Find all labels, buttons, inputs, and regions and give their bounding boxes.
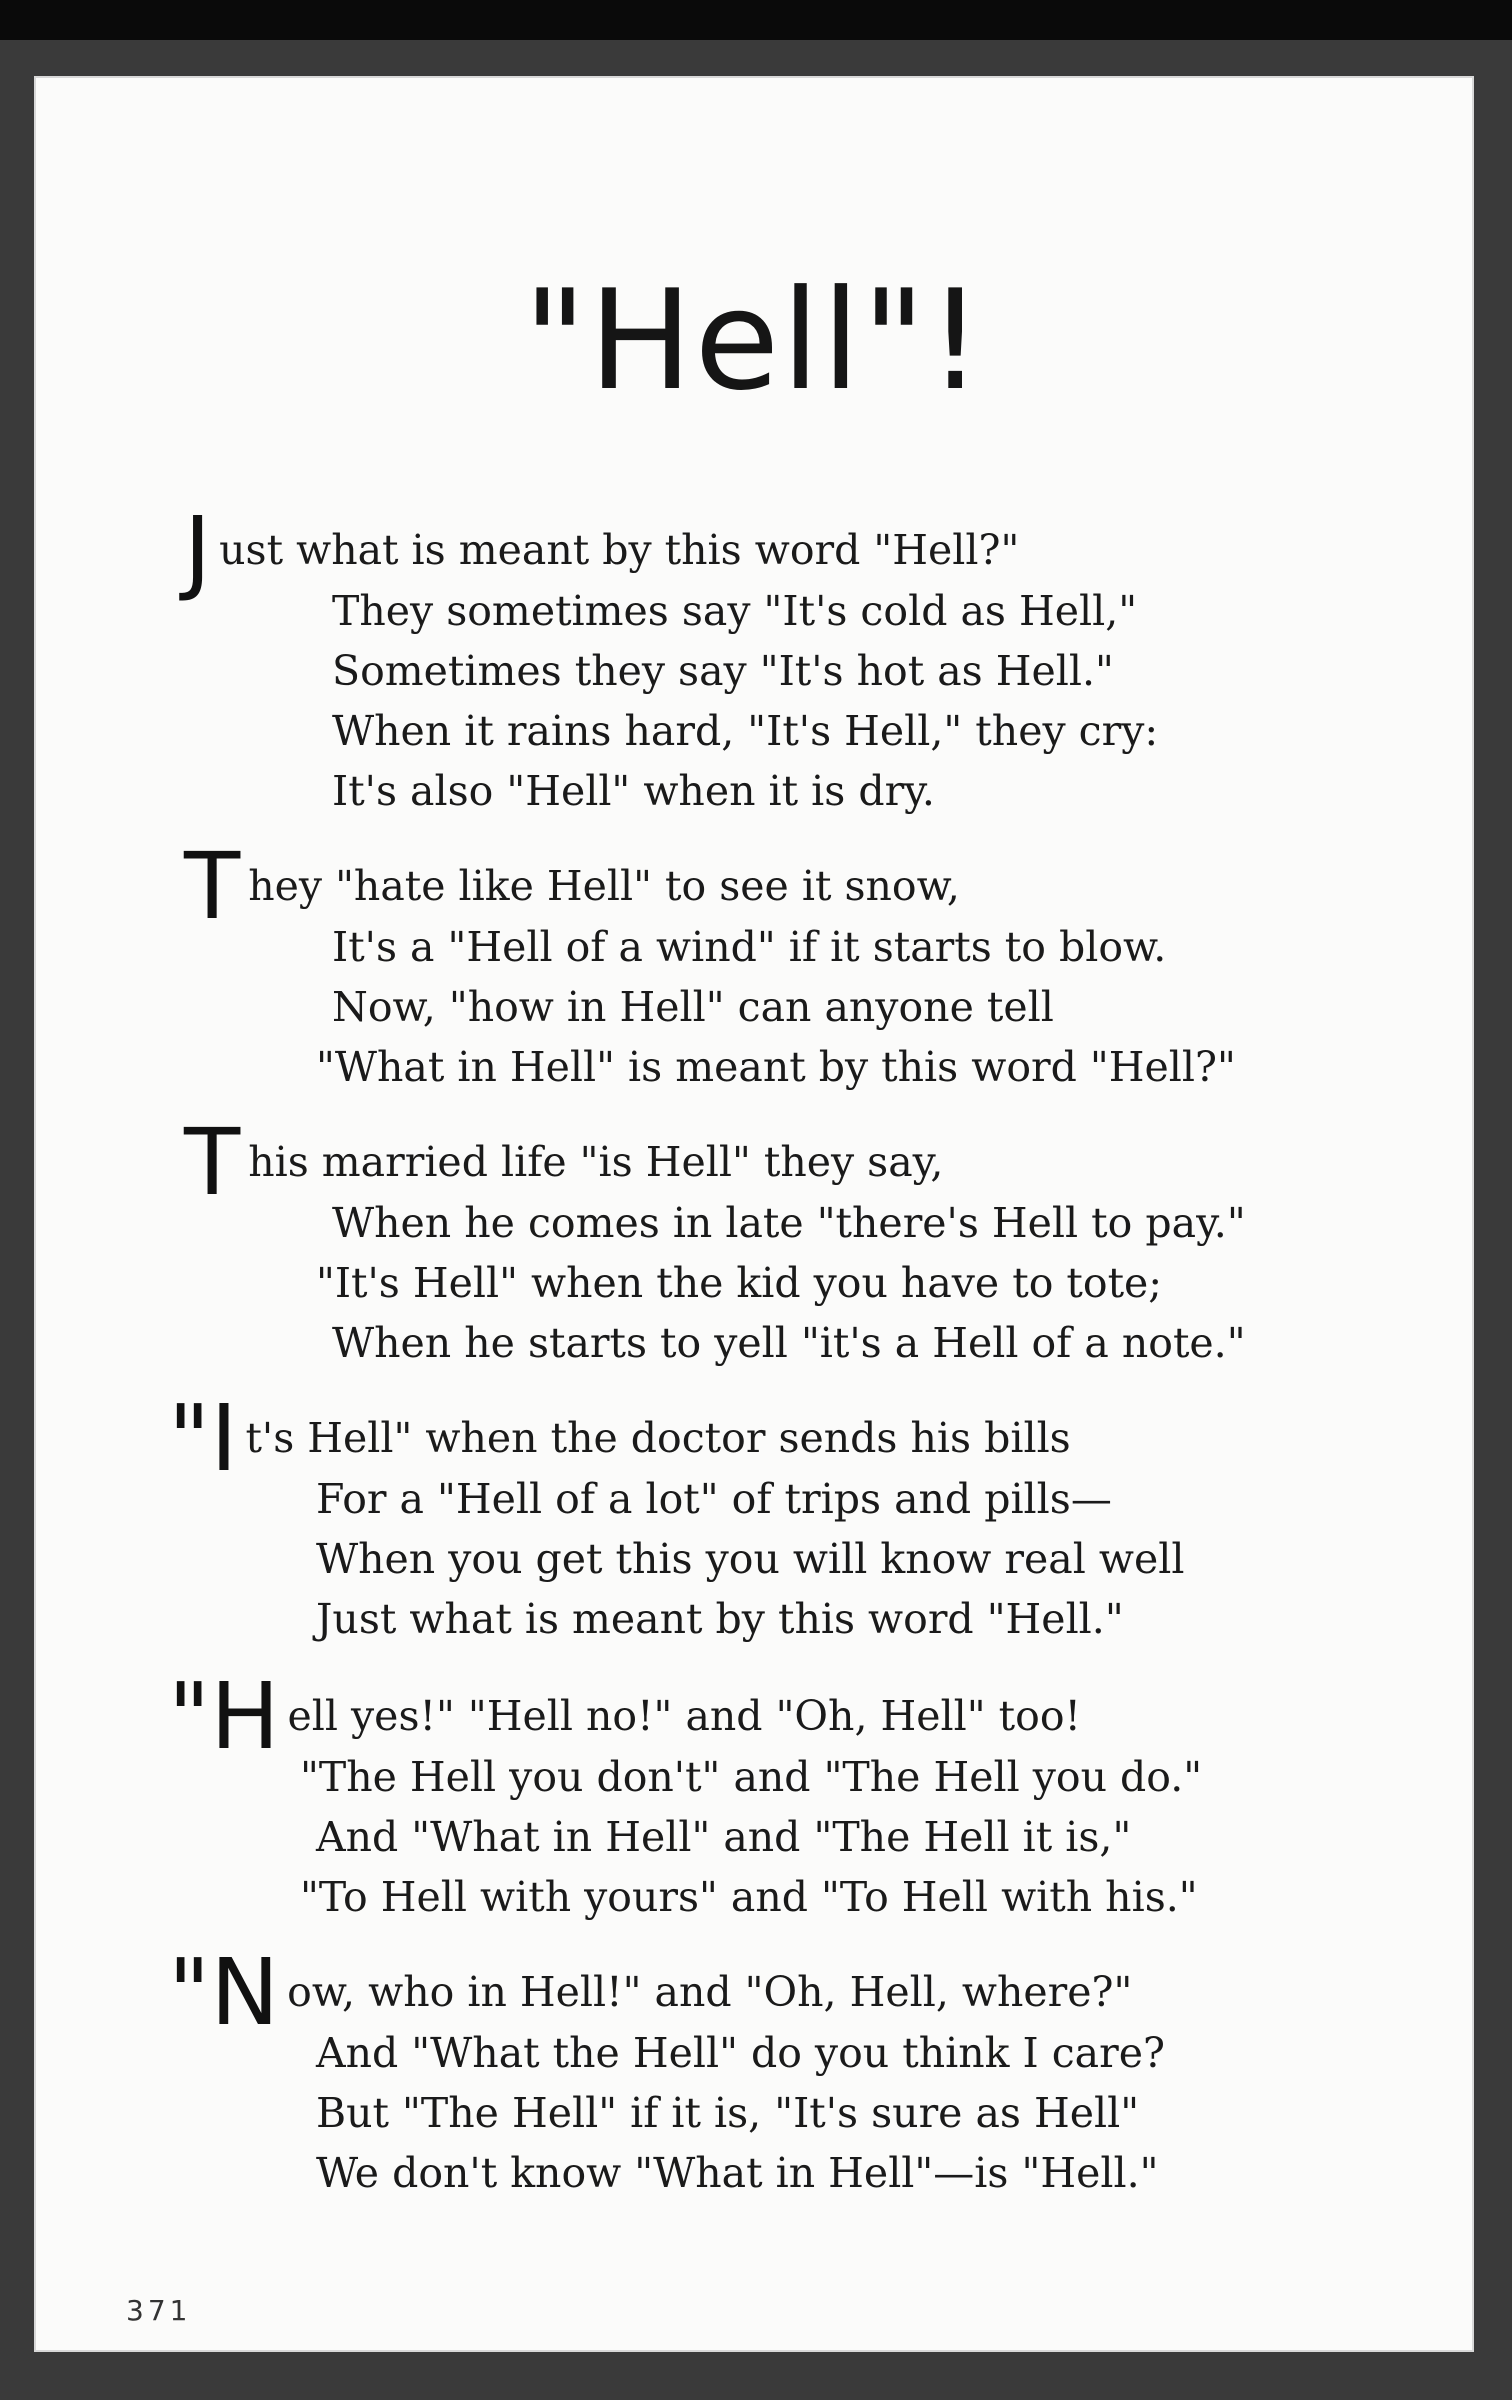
stanza-line: When you get this you will know real well [316, 1535, 1185, 1583]
stanza-3 [184, 1109, 1444, 1373]
stanza-line: "What in Hell" is meant by this word "Hell?" [316, 1043, 1236, 1091]
poem-title: "Hell"! [523, 260, 985, 421]
stanza-1 [184, 497, 1444, 821]
stanza-line: When he comes in late "there's Hell to pay." [332, 1199, 1246, 1247]
stanza-line: "The Hell you don't" and "The Hell you do." [300, 1753, 1203, 1801]
stanza-line: "To Hell with yours" and "To Hell with his." [300, 1873, 1198, 1921]
stanza-line: "Now, who in Hell!" and "Oh, Hell, where?" [168, 1939, 1133, 2046]
stanza-line: And "What in Hell" and "The Hell it is," [316, 1813, 1132, 1861]
stanza-line: But "The Hell" if it is, "It's sure as Hell" [316, 2089, 1140, 2137]
stanza-line: It's a "Hell of a wind" if it starts to blow. [332, 923, 1167, 971]
stanza-line: "It's Hell" when the kid you have to tote; [316, 1259, 1163, 1307]
drop-cap: "I [168, 1385, 238, 1492]
stanza-line: They "hate like Hell" to see it snow, [184, 833, 960, 940]
stanza-6 [168, 1939, 1428, 2203]
stanza-line: "Hell yes!" "Hell no!" and "Oh, Hell" too! [168, 1663, 1081, 1770]
stanza-2 [184, 833, 1444, 1097]
stanza-line: For a "Hell of a lot" of trips and pills— [316, 1475, 1112, 1523]
stanza-line: And "What the Hell" do you think I care? [316, 2029, 1165, 2077]
stanza-line: We don't know "What in Hell"—is "Hell." [316, 2149, 1159, 2197]
stanza-line: When it rains hard, "It's Hell," they cry: [332, 707, 1159, 755]
stanza-5 [168, 1663, 1428, 1927]
stanza-line: This married life "is Hell" they say, [184, 1109, 944, 1216]
stanza-line: Just what is meant by this word "Hell." [316, 1595, 1124, 1643]
stanza-4 [168, 1385, 1428, 1649]
page-number: 371 [126, 2294, 192, 2327]
drop-cap: "H [168, 1663, 280, 1770]
stanza-line: "It's Hell" when the doctor sends his bills [168, 1385, 1071, 1492]
drop-cap: T [184, 1109, 241, 1216]
stanza-line: Now, "how in Hell" can anyone tell [332, 983, 1054, 1031]
drop-cap: "N [168, 1939, 280, 2046]
drop-cap: J [184, 497, 212, 604]
stanza-line: They sometimes say "It's cold as Hell," [332, 587, 1138, 635]
stanza-line: Sometimes they say "It's hot as Hell." [332, 647, 1114, 695]
stanza-line: It's also "Hell" when it is dry. [332, 767, 935, 815]
stanza-line: Just what is meant by this word "Hell?" [184, 497, 1020, 604]
poem-card [34, 76, 1474, 2352]
drop-cap: T [184, 833, 241, 940]
stanza-line: When he starts to yell "it's a Hell of a note." [332, 1319, 1246, 1367]
